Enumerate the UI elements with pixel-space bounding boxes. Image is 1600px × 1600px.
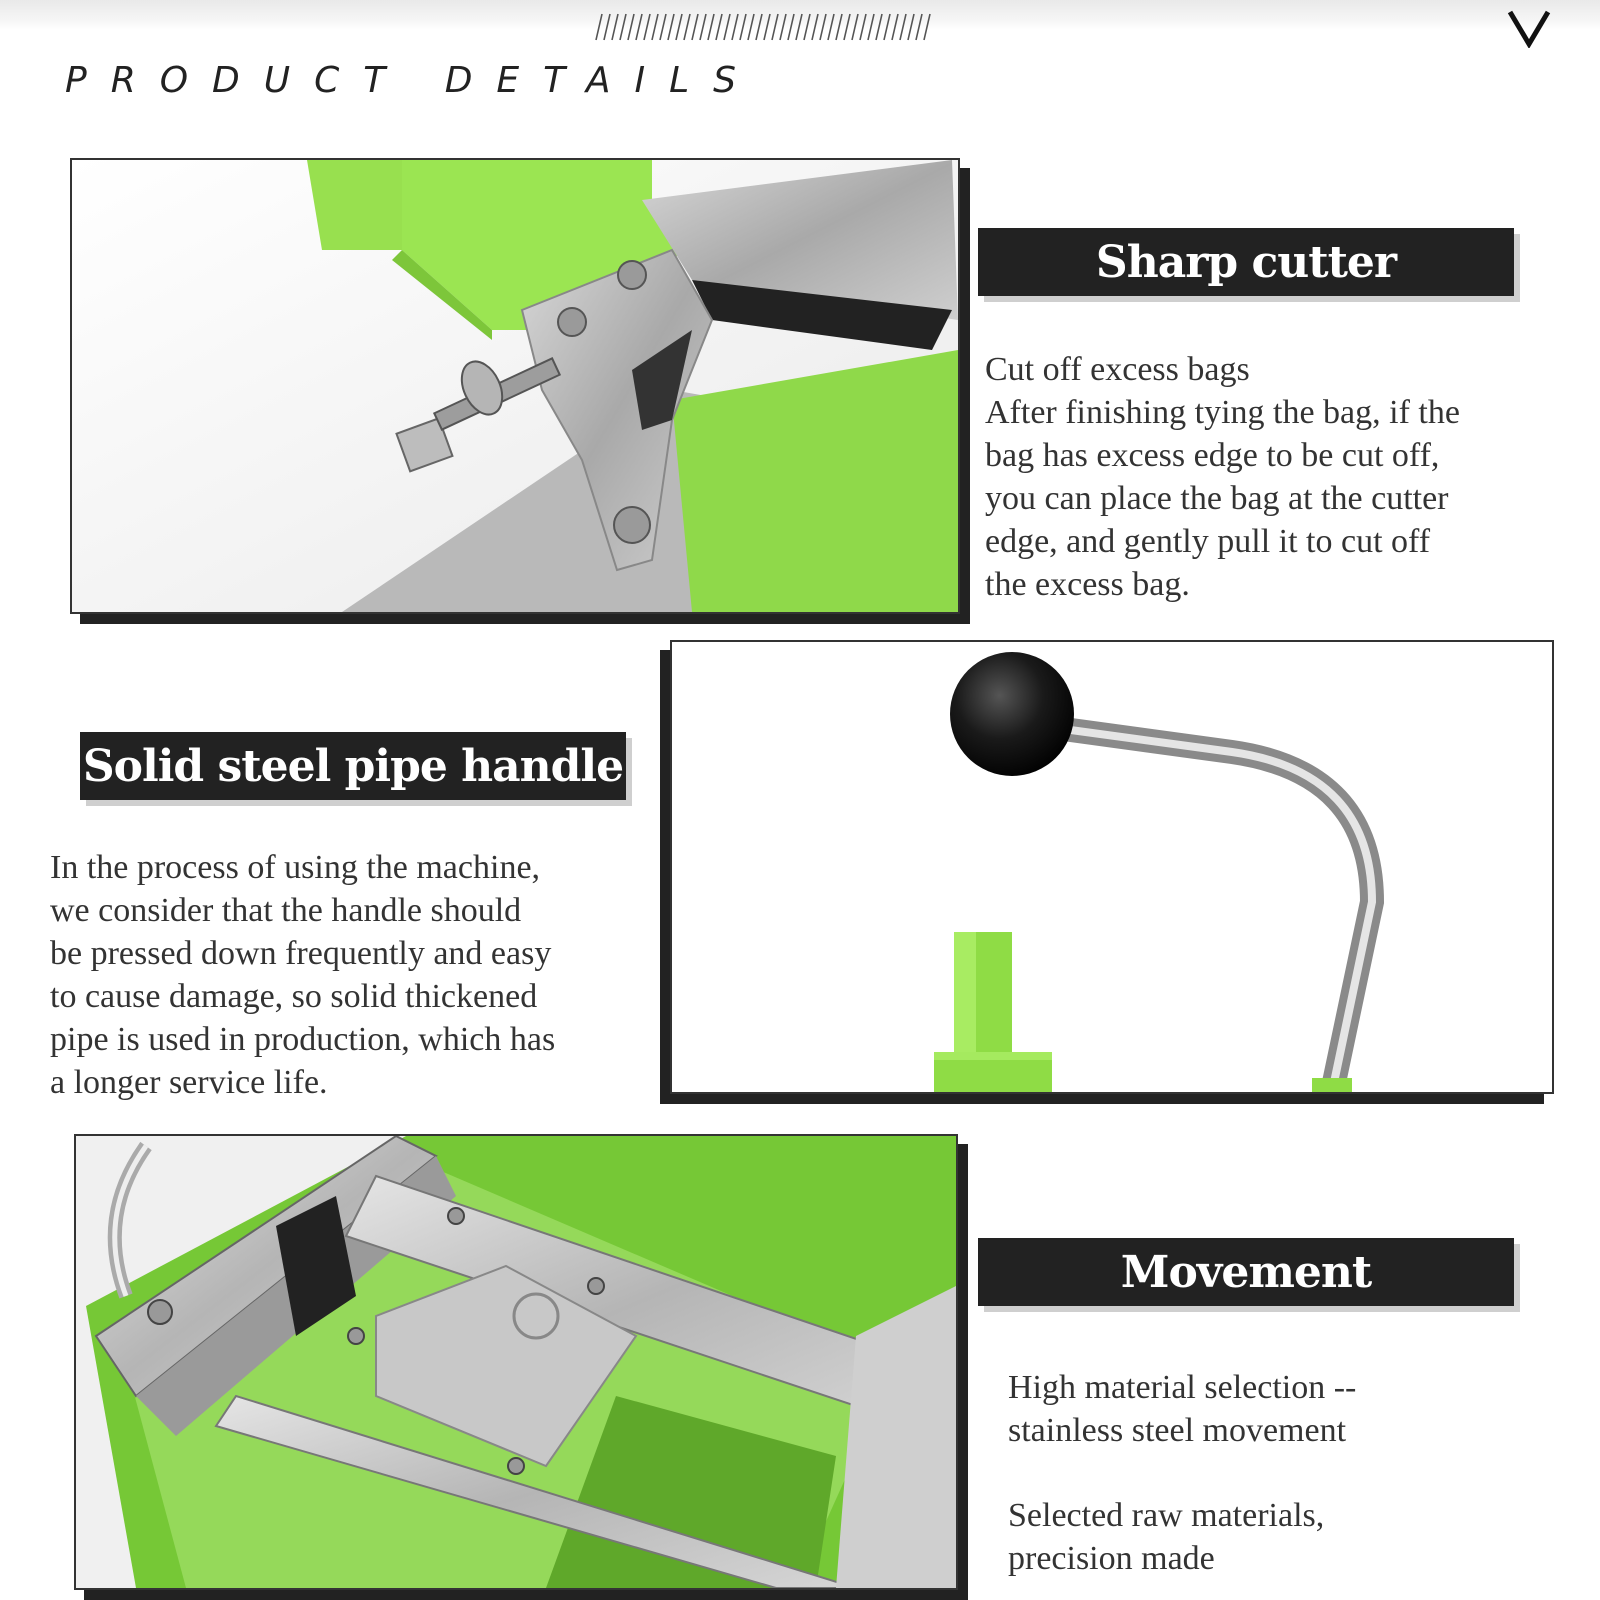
description-line: High material selection -- (1008, 1369, 1357, 1406)
description-line: a longer service life. (50, 1064, 328, 1101)
description-line: Cut off excess bags (985, 351, 1250, 388)
description-line: edge, and gently pull it to cut off (985, 523, 1431, 560)
description-line: you can place the bag at the cutter (985, 480, 1449, 517)
hatch-decoration (590, 12, 935, 42)
description-line: the excess bag. (985, 566, 1190, 603)
description-line: be pressed down frequently and easy (50, 935, 552, 972)
paragraph-gap (1008, 1452, 1356, 1494)
handle-description (50, 846, 555, 1104)
handle-photo (670, 640, 1554, 1094)
description-line: pipe is used in production, which has (50, 1021, 556, 1058)
sharp-cutter-description (985, 348, 1460, 606)
description-line: After finishing tying the bag, if the (985, 394, 1460, 431)
description-line: to cause damage, so solid thickened (50, 978, 538, 1015)
section-heading-sharp-cutter: Sharp cutter (978, 228, 1514, 296)
description-line: precision made (1008, 1540, 1215, 1577)
section-heading-handle: Solid steel pipe handle (80, 732, 626, 800)
section-heading-movement: Movement (978, 1238, 1514, 1306)
description-line: bag has excess edge to be cut off, (985, 437, 1440, 474)
description-line: we consider that the handle should (50, 892, 522, 929)
description-line: stainless steel movement (1008, 1412, 1347, 1449)
movement-description (1008, 1366, 1356, 1580)
description-line: In the process of using the machine, (50, 849, 541, 886)
description-line: Selected raw materials, (1008, 1497, 1325, 1534)
chevron-down-icon (1507, 8, 1551, 48)
cutter-photo (70, 158, 960, 614)
page-title: PRODUCT DETAILS (65, 60, 761, 101)
movement-photo (74, 1134, 958, 1590)
